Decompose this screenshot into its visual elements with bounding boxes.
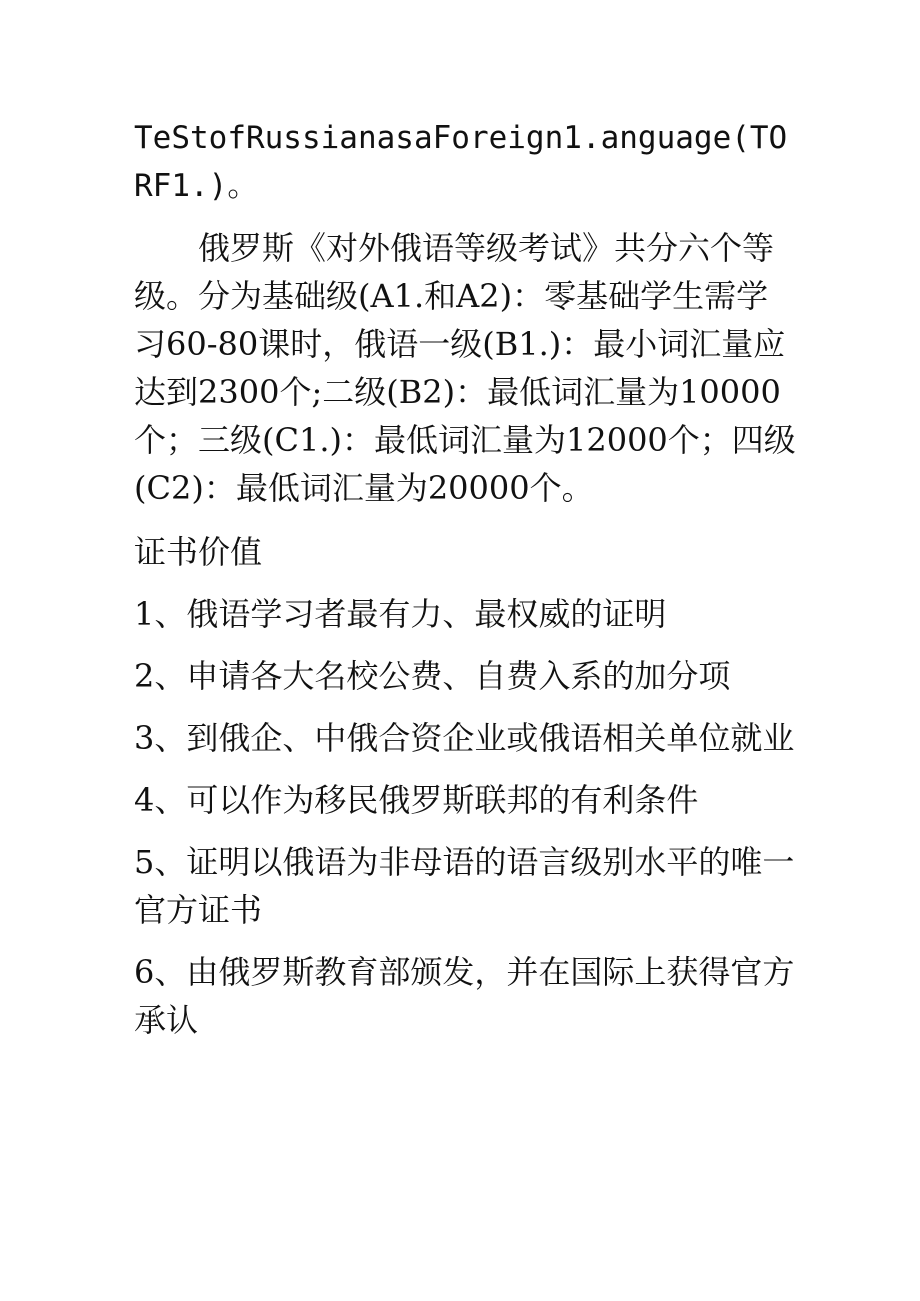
spacer <box>134 512 798 528</box>
section-heading: 证书价值 <box>134 533 263 571</box>
spacer <box>134 638 798 652</box>
list-item-4: 4、可以作为移民俄罗斯联邦的有利条件 <box>134 781 699 819</box>
list-item-2: 2、申请各大名校公费、自费入系的加分项 <box>134 657 731 695</box>
spacer <box>134 824 798 838</box>
list-item-6: 6、由俄罗斯教育部颁发，并在国际上获得官方承认 <box>134 953 795 1039</box>
list-item-1: 1、俄语学习者最有力、最权威的证明 <box>134 595 667 633</box>
spacer <box>134 700 798 714</box>
overview-paragraph: 俄罗斯《对外俄语等级考试》共分六个等级。分为基础级(A1.和A2)：零基础学生需学习60-80课时，俄语一级(B1.)：最小词汇量应达到2300个;二级(B2)：最低词汇量为10000个；三级(C1.)：最低词汇量为12000个；四级(C2)：最低词汇量为20000个。 <box>134 229 796 507</box>
spacer <box>134 762 798 776</box>
intro-line: TeStofRussianasaForeign1.anguage(TORF1.)。 <box>134 120 788 204</box>
document-body <box>134 114 798 1044</box>
spacer <box>134 210 798 224</box>
spacer <box>134 576 798 590</box>
spacer <box>134 934 798 948</box>
list-item-5: 5、证明以俄语为非母语的语言级别水平的唯一官方证书 <box>134 843 795 929</box>
list-item-3: 3、到俄企、中俄合资企业或俄语相关单位就业 <box>134 719 795 757</box>
